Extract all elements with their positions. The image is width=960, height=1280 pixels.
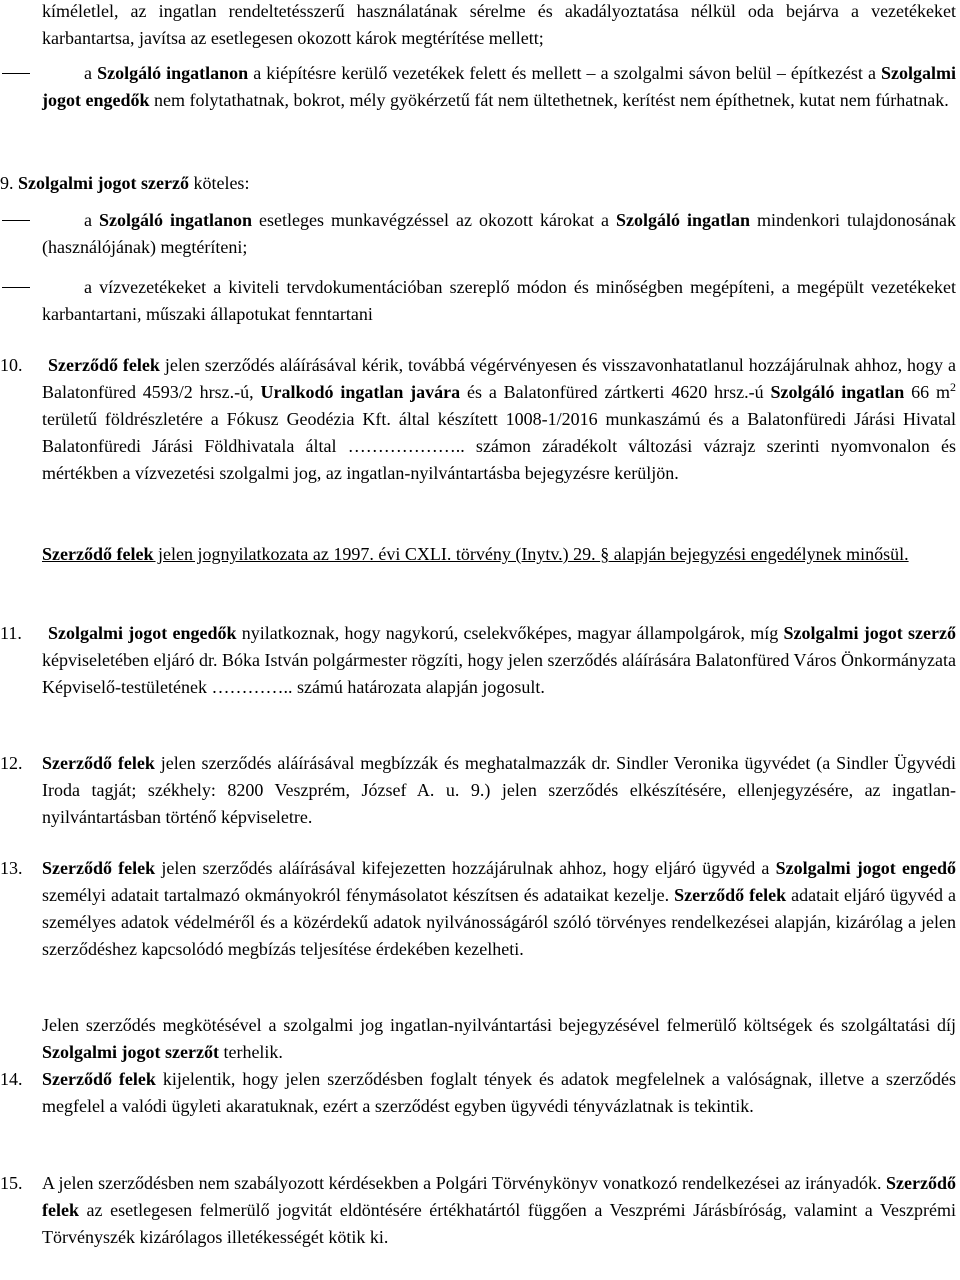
dash-bullet (2, 73, 30, 74)
dash-item-9-2: a vízvezetékeket a kiviteli tervdokumentációban szereplő módon és minőségben megépíteni, a megépült vezetékeket karbantartani, műszaki állapotukat fenntartani (42, 277, 956, 324)
paragraph-number: 15. (0, 1173, 23, 1193)
paragraph-10-legal-basis: Szerződő felek jelen jognyilatkozata az 1997. évi CXLI. törvény (Inytv.) 29. § alapján bejegyzési engedélynek minősül. (42, 544, 909, 564)
dash-item-1: a Szolgáló ingatlanon a kiépítésre kerülő vezetékek felett és mellett – a szolgalmi sávon belül – építkezést a Szolgalmi jogot engedők nem folytathatnak, bokrot, mély gyökérzetű fát nem ültethetnek, kerítést nem építhetnek, kutat nem fúrhatnak. (42, 63, 957, 110)
paragraph-11: Szolgalmi jogot engedők nyilatkoznak, hogy nagykorú, cselekvőképes, magyar állampolgárok, míg Szolgalmi jogot szerző képviseletében eljáró dr. Bóka István polgármester rögzíti, hogy jelen szerződés aláírására Balatonfüred Város Önkormányzata Képviselő-testületének ………….. számú határozata alapján jogosult. (42, 623, 956, 697)
dash-bullet (2, 220, 30, 221)
paragraph-13-costs: Jelen szerződés megkötésével a szolgalmi jog ingatlan-nyilvántartási bejegyzésével felmerülő költségek és szolgáltatási díj Szolgalmi jogot szerzőt terhelik. (42, 1015, 956, 1062)
paragraph-number: 11. (0, 623, 22, 643)
paragraph-13: Szerződő felek jelen szerződés aláírásával kifejezetten hozzájárulnak ahhoz, hogy eljáró ügyvéd a Szolgalmi jogot engedő személyi adatait tartalmazó okmányokról fénymásolatot készítsen és adataikat kezelje. Szerződő felek adatait eljáró ügyvéd a személyes adatok védelméről és a közérdekű adatok nyilvánosságáról szóló törvényes rendelkezései alapján, kizárólag a jelen szerződéshez kapcsolódó megbízás teljesítése érdekében kezelheti. (42, 858, 956, 959)
paragraph-continuation: kíméletlel, az ingatlan rendeltetésszerű használatának sérelme és akadályoztatása nélkül oda bejárva a vezetékeket karbantartsa, javítsa az esetlegesen okozott károk megtérítése mellett; (42, 1, 956, 48)
paragraph-number: 12. (0, 753, 23, 773)
paragraph-12: Szerződő felek jelen szerződés aláírásával megbízzák és meghatalmazzák dr. Sindler Veronika ügyvédet (a Sindler Ügyvédi Iroda tagját; székhely: 8200 Veszprém, József A. u. 9.) jelen szerződés elkészítésére, ellenjegyzésére, az ingatlan-nyilvántartásban történő képviseletre. (42, 753, 957, 827)
paragraph-10: Szerződő felek jelen szerződés aláírásával kérik, továbbá végérvényesen és visszavonhatatlanul hozzájárulnak ahhoz, hogy a Balatonfüred 4593/2 hrsz.-ú, Uralkodó ingatlan javára és a Balatonfüred zártkerti 4620 hrsz.-ú Szolgáló ingatlan 66 $m^2$ területű földrészletére a Fókusz Geodézia Kft. által készített 1008-1/2016 munkaszámú és a Balatonfüredi Járási Hivatal Balatonfüredi Járási Földhivatala által ……………….. számon záradékolt változási vázrajz szerinti nyomvonalon és mértékben a vízvezetési szolgalmi jog, az ingatlan-nyilvántartásba bejegyzésre kerüljön. (42, 355, 956, 483)
dash-bullet (2, 287, 30, 288)
paragraph-number: 14. (0, 1069, 23, 1089)
paragraph-number: 9. (0, 173, 14, 193)
paragraph-number: 13. (0, 858, 23, 878)
dash-item-9-1: a Szolgáló ingatlanon esetleges munkavégzéssel az okozott károkat a Szolgáló ingatlan mindenkori tulajdonosának (használójának) megtéríteni; (42, 210, 956, 257)
paragraph-number: 10. (0, 355, 23, 375)
paragraph-15: A jelen szerződésben nem szabályozott kérdésekben a Polgári Törvénykönyv vonatkozó rendelkezései az irányadók. Szerződő felek az esetlegesen felmerülő jogvitát eldöntésére értékhatártól függően a Veszprémi Járásbíróság, valamint a Veszprémi Törvényszék kizárólagos illetékességét kötik ki. (42, 1173, 956, 1247)
paragraph-9: 9. Szolgalmi jogot szerző köteles: (0, 173, 250, 193)
paragraph-14: Szerződő felek kijelentik, hogy jelen szerződésben foglalt tények és adatok megfelelnek a valóságnak, illetve a szerződés megfelel a valódi ügyleti akaratuknak, ezért a szerződést egyben ügyvédi tényvázlatnak is tekintik. (42, 1069, 956, 1116)
